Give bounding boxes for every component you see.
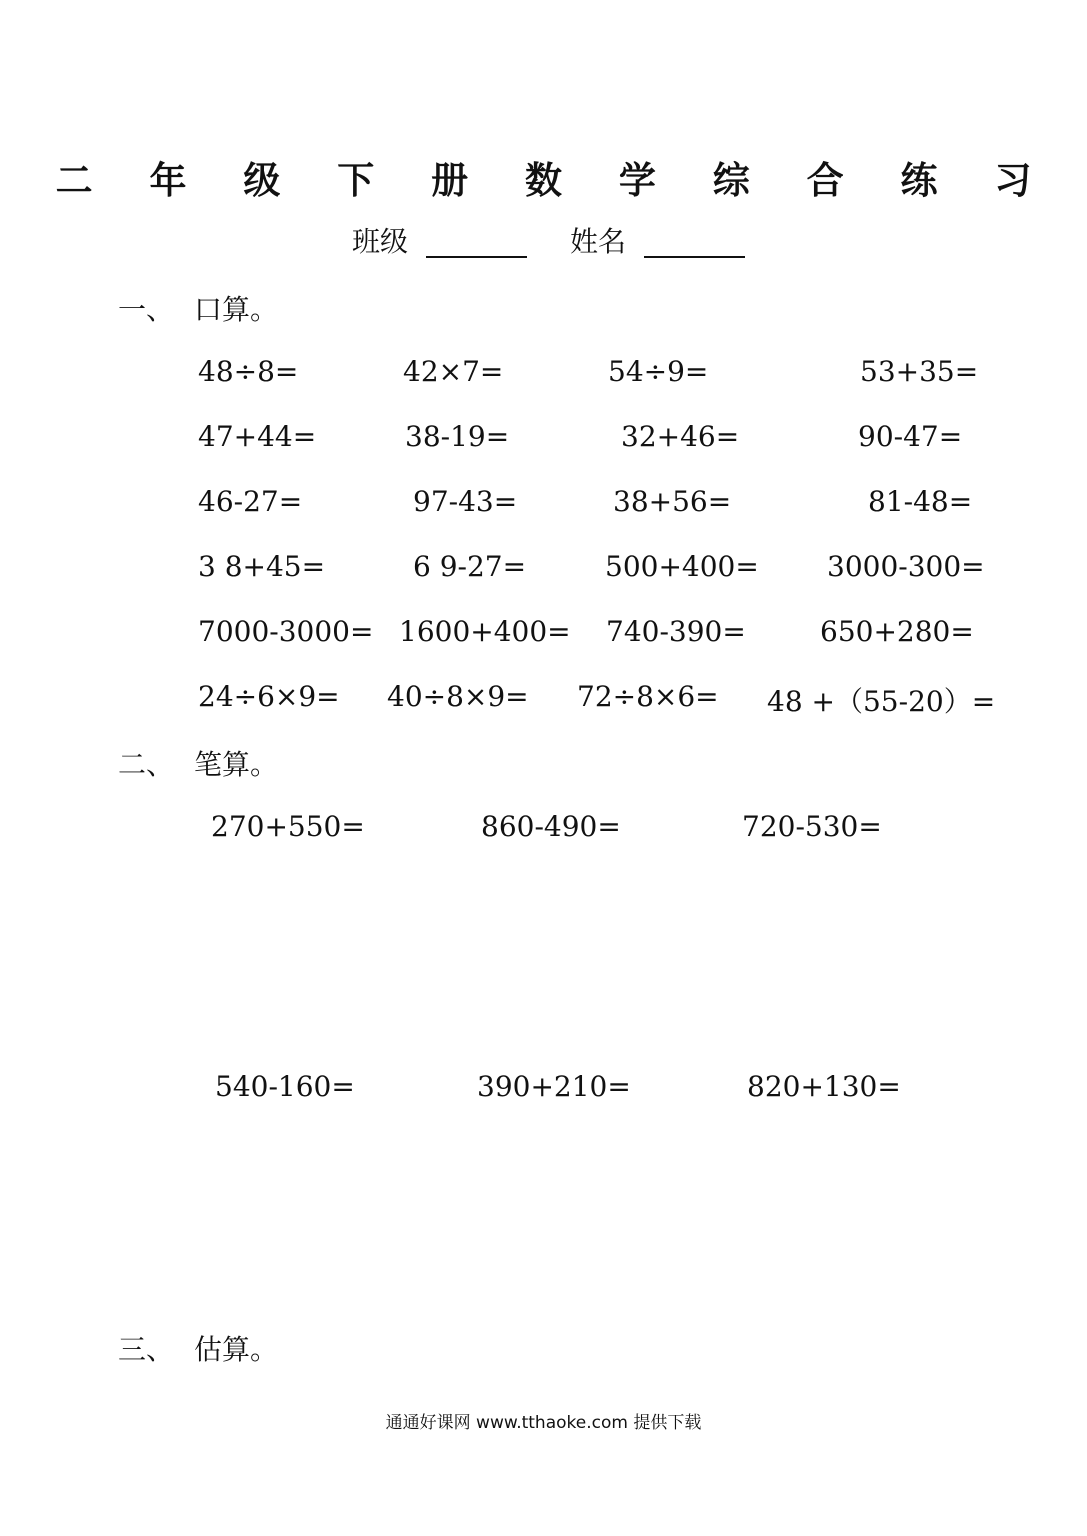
written-problem: 860-490=	[481, 810, 621, 843]
oral-problem: 650+280=	[820, 615, 974, 648]
oral-problem: 53+35=	[860, 355, 979, 388]
oral-problem: 6 9-27=	[413, 550, 527, 583]
written-problem: 270+550=	[211, 810, 365, 843]
name-label: 姓名	[570, 225, 627, 258]
oral-problem: 40÷8×9=	[387, 680, 529, 713]
written-problem: 540-160=	[215, 1070, 355, 1103]
oral-problem: 47+44=	[198, 420, 317, 453]
written-problem: 720-530=	[742, 810, 882, 843]
class-blank[interactable]	[426, 256, 527, 258]
oral-problem: 3 8+45=	[198, 550, 326, 583]
oral-problem: 48÷8=	[198, 355, 299, 388]
oral-problem: 54÷9=	[608, 355, 709, 388]
oral-problem: 42×7=	[403, 355, 504, 388]
section-number: 二、	[118, 748, 175, 781]
oral-problem: 48 +（55-20）=	[767, 685, 996, 718]
page-title: 二 年 级 下 册 数 学 综 合 练 习	[55, 159, 1054, 202]
section-number: 三、	[118, 1333, 175, 1366]
section-title: 口算。	[194, 293, 279, 326]
written-problem: 390+210=	[477, 1070, 631, 1103]
oral-problem: 7000-3000=	[198, 615, 374, 648]
name-blank[interactable]	[644, 256, 745, 258]
oral-problem: 500+400=	[605, 550, 759, 583]
oral-problem: 90-47=	[858, 420, 963, 453]
oral-problem: 38+56=	[613, 485, 732, 518]
oral-problem: 38-19=	[405, 420, 510, 453]
section-oral-heading	[118, 288, 278, 328]
oral-problem: 97-43=	[413, 485, 518, 518]
oral-problem: 24÷6×9=	[198, 680, 340, 713]
section-estimate-heading	[118, 1328, 278, 1368]
section-written-heading	[118, 743, 278, 783]
oral-problem: 32+46=	[621, 420, 740, 453]
footer-credit: 通通好课网 www.tthaoke.com 提供下载	[385, 1413, 702, 1433]
section-title: 笔算。	[194, 748, 279, 781]
section-title: 估算。	[194, 1333, 279, 1366]
oral-problem: 81-48=	[868, 485, 973, 518]
oral-problem: 3000-300=	[827, 550, 985, 583]
written-problem: 820+130=	[747, 1070, 901, 1103]
oral-problem: 46-27=	[198, 485, 303, 518]
oral-problem: 1600+400=	[399, 615, 571, 648]
section-number: 一、	[118, 293, 175, 326]
class-label: 班级	[352, 225, 409, 258]
oral-problem: 740-390=	[606, 615, 746, 648]
student-info	[0, 220, 1087, 260]
oral-problem: 72÷8×6=	[577, 680, 719, 713]
